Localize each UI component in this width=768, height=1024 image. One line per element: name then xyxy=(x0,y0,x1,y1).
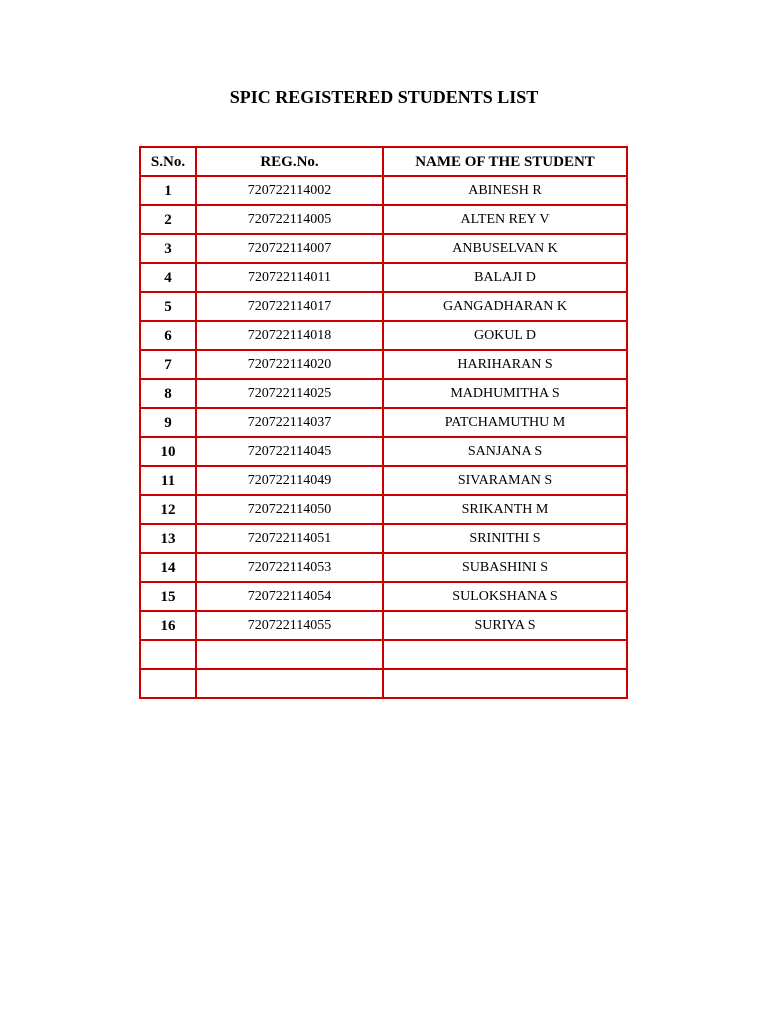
cell-student-name: HARIHARAN S xyxy=(383,350,627,379)
cell-student-name: SRIKANTH M xyxy=(383,495,627,524)
cell-student-name: ALTEN REY V xyxy=(383,205,627,234)
cell-student-name: GANGADHARAN K xyxy=(383,292,627,321)
cell-student-name: SURIYA S xyxy=(383,611,627,640)
cell-reg-no: 720722114005 xyxy=(196,205,383,234)
cell-student-name xyxy=(383,640,627,669)
cell-sno: 11 xyxy=(140,466,196,495)
cell-student-name: ANBUSELVAN K xyxy=(383,234,627,263)
table-row xyxy=(140,234,627,263)
cell-sno: 3 xyxy=(140,234,196,263)
table-header-row xyxy=(140,147,627,176)
cell-sno xyxy=(140,669,196,698)
cell-sno: 4 xyxy=(140,263,196,292)
table-row xyxy=(140,640,627,669)
cell-sno: 7 xyxy=(140,350,196,379)
cell-reg-no: 720722114051 xyxy=(196,524,383,553)
cell-student-name xyxy=(383,669,627,698)
cell-student-name: ABINESH R xyxy=(383,176,627,205)
header-student-name: NAME OF THE STUDENT xyxy=(383,147,627,176)
table-row xyxy=(140,350,627,379)
cell-reg-no: 720722114017 xyxy=(196,292,383,321)
table-body xyxy=(140,176,627,698)
cell-reg-no: 720722114053 xyxy=(196,553,383,582)
cell-student-name: BALAJI D xyxy=(383,263,627,292)
cell-sno: 16 xyxy=(140,611,196,640)
cell-reg-no: 720722114007 xyxy=(196,234,383,263)
header-sno: S.No. xyxy=(140,147,196,176)
cell-sno: 14 xyxy=(140,553,196,582)
header-reg-no: REG.No. xyxy=(196,147,383,176)
cell-reg-no: 720722114011 xyxy=(196,263,383,292)
cell-reg-no: 720722114018 xyxy=(196,321,383,350)
cell-reg-no: 720722114045 xyxy=(196,437,383,466)
table-row xyxy=(140,205,627,234)
table-row xyxy=(140,379,627,408)
cell-sno xyxy=(140,640,196,669)
cell-student-name: SIVARAMAN S xyxy=(383,466,627,495)
cell-sno: 13 xyxy=(140,524,196,553)
cell-reg-no: 720722114002 xyxy=(196,176,383,205)
table-row xyxy=(140,611,627,640)
table-row xyxy=(140,553,627,582)
table-row xyxy=(140,582,627,611)
cell-reg-no: 720722114054 xyxy=(196,582,383,611)
table-row xyxy=(140,524,627,553)
cell-sno: 9 xyxy=(140,408,196,437)
table-row xyxy=(140,495,627,524)
cell-student-name: SRINITHI S xyxy=(383,524,627,553)
cell-sno: 12 xyxy=(140,495,196,524)
cell-sno: 1 xyxy=(140,176,196,205)
page-title: SPIC REGISTERED STUDENTS LIST xyxy=(229,87,539,107)
table-row xyxy=(140,408,627,437)
cell-reg-no: 720722114049 xyxy=(196,466,383,495)
cell-sno: 10 xyxy=(140,437,196,466)
table-row xyxy=(140,669,627,698)
cell-student-name: MADHUMITHA S xyxy=(383,379,627,408)
cell-sno: 8 xyxy=(140,379,196,408)
cell-student-name: GOKUL D xyxy=(383,321,627,350)
cell-student-name: PATCHAMUTHU M xyxy=(383,408,627,437)
table-row xyxy=(140,466,627,495)
cell-reg-no: 720722114037 xyxy=(196,408,383,437)
cell-reg-no: 720722114055 xyxy=(196,611,383,640)
cell-reg-no xyxy=(196,669,383,698)
cell-reg-no: 720722114020 xyxy=(196,350,383,379)
students-table xyxy=(139,146,628,699)
table-row xyxy=(140,292,627,321)
cell-sno: 15 xyxy=(140,582,196,611)
table-row xyxy=(140,321,627,350)
cell-sno: 5 xyxy=(140,292,196,321)
table-row xyxy=(140,176,627,205)
cell-sno: 2 xyxy=(140,205,196,234)
cell-reg-no: 720722114025 xyxy=(196,379,383,408)
cell-sno: 6 xyxy=(140,321,196,350)
table-row xyxy=(140,263,627,292)
cell-reg-no xyxy=(196,640,383,669)
cell-student-name: SANJANA S xyxy=(383,437,627,466)
cell-student-name: SUBASHINI S xyxy=(383,553,627,582)
cell-student-name: SULOKSHANA S xyxy=(383,582,627,611)
cell-reg-no: 720722114050 xyxy=(196,495,383,524)
table-row xyxy=(140,437,627,466)
